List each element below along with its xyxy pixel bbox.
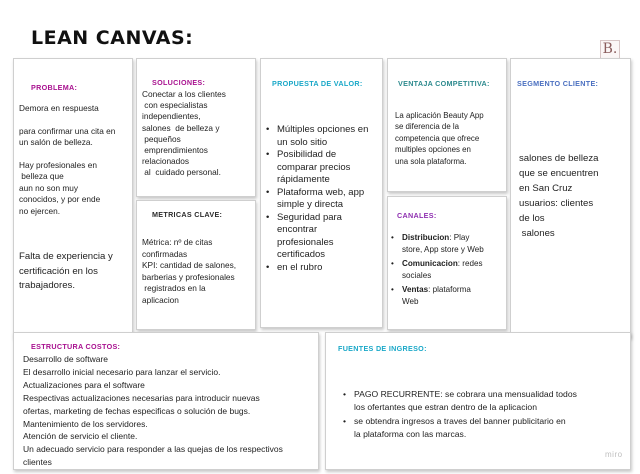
list-item-line: rápidamente [277,174,330,185]
channel-name: Ventas [402,285,429,295]
channel-detail: : Play [449,233,470,242]
channel-item [391,232,484,255]
estructura-heading: ESTRUCTURA COSTOS: [31,342,121,351]
ventaja-text [395,110,484,167]
list-item-line: simple y directa [277,199,343,210]
text-line: no ejercen. [19,205,61,216]
soluciones-heading: SOLUCIONES: [152,78,206,87]
text-line: que se encuentren [519,168,599,179]
text-line: Desarrollo de software [23,354,109,364]
text-line: se diferencia de la [395,122,460,132]
text-line: ofertas, marketing de fechas especificas o solución de bugs. [23,405,251,416]
list-item [266,149,368,187]
list-item [266,212,368,262]
text-line: pequeños [142,133,181,144]
channel-item [391,284,484,307]
text-line: usuarios: clientes [519,198,594,209]
channel-item [391,258,484,281]
canvas-title: LEAN CANVAS: [31,27,194,49]
fuentes-heading: FUENTES DE INGRESO: [338,344,427,353]
list-item [343,415,577,442]
estructura-text [23,353,283,469]
miro-watermark: miro [605,450,623,459]
ventaja-card[interactable] [387,58,507,192]
text-line: registrados en la [142,283,206,294]
list-item-line: los ofertantes que estran dentro de la aplicacion [354,402,537,413]
segmento-text [519,151,598,241]
text-line: al cuidado personal. [142,167,221,178]
text-line: Respectivas actualizaciones necesarias para introducir nuevas [23,392,260,403]
text-line: multiples opciones en [395,145,471,155]
text-line: salones de belleza y [142,122,220,133]
text-line: Demora en respuesta [19,103,99,113]
text-line: confirmadas [142,248,188,259]
problema-text [19,103,115,217]
canales-card[interactable] [387,196,507,330]
text-line: aun no son muy [19,182,79,193]
canales-list [391,232,484,311]
list-item-line: encontrar [277,224,318,235]
text-line: Métrica: nº de citas [142,237,213,247]
list-item-line: • Seguridad para [277,211,342,223]
text-line: de los [519,213,545,224]
list-item-line: • Plataforma web, app [277,186,365,198]
metricas-text [142,237,236,307]
list-item-line: comparar precios [277,161,351,173]
text-line: La aplicación Beauty App [395,111,484,120]
text-line: Conectar a los clientes [142,89,226,99]
text-line: salones de belleza [519,153,599,164]
list-item-line: certificados [277,249,326,260]
list-item-line: • Múltiples opciones en [277,124,369,135]
text-line: Falta de experiencia y [19,251,113,262]
channel-detail: Web [402,296,419,306]
text-line: KPI: cantidad de salones, [142,260,237,271]
list-item [266,262,368,275]
fuentes-list [343,388,577,442]
text-line: un salón de belleza. [19,137,93,148]
channel-detail: : redes [457,259,483,269]
text-line: Un adecuado servicio para responder a las quejas de los respectivos [23,444,283,455]
text-line: relacionados [142,156,190,167]
channel-detail: sociales [402,270,432,280]
estructura-card[interactable] [13,332,319,470]
text-line: barberias y profesionales [142,271,235,282]
soluciones-text [142,89,226,179]
text-line [19,114,115,125]
problema-text-2 [19,250,113,294]
text-line: belleza que [19,171,64,182]
problema-heading: PROBLEMA: [31,83,78,92]
list-item-line: profesionales [277,236,334,248]
channel-detail: store, App store y Web [402,244,484,254]
list-item [266,187,368,212]
text-line: Hay profesionales en [19,160,97,171]
list-item-line: • Posibilidad de [277,149,337,160]
text-line: competencia que ofrece [395,133,480,143]
segmento-card[interactable] [510,58,631,338]
segmento-heading: SEGMENTO CLIENTE: [517,79,599,88]
text-line: independientes, [142,111,201,122]
channel-name: Comunicacion [402,259,458,269]
ventaja-heading: VENTAJA COMPETITIVA: [398,79,490,88]
list-item [343,388,577,415]
propuesta-heading: PROPUESTA DE VALOR: [272,79,363,88]
problema-card[interactable] [13,58,133,338]
text-line: aplicacion [142,294,179,305]
channel-name: Distribucion [402,233,450,242]
text-line: con especialistas [142,100,208,111]
channel-detail: : plataforma [428,285,471,295]
text-line: trabajadores. [19,280,75,291]
list-item-line: la plataforma con las marcas. [354,429,467,440]
text-line: conocidos, y por ende [19,194,101,205]
text-line: en San Cruz [519,183,573,194]
soluciones-card[interactable] [136,58,256,197]
text-line: certificación en los [19,265,98,277]
text-line: Actualizaciones para el software [23,379,145,390]
list-item-line: • en el rubro [277,261,323,273]
canales-heading: CANALES: [397,211,437,220]
text-line: clientes [23,457,52,468]
text-line: Atención de servicio el cliente. [23,431,138,442]
list-item-line: • se obtendra ingresos a traves del banner publicitario en [354,415,566,426]
metricas-card[interactable] [136,200,256,330]
text-line: para confirmar una cita en [19,125,116,136]
logo-letter: B. [602,41,618,57]
text-line [19,149,115,160]
propuesta-card[interactable] [260,58,383,328]
text-line: una sola plataforma. [395,156,467,166]
text-line: salones [519,228,555,239]
text-line: emprendimientos [142,145,208,156]
text-line: Mantenimiento de los servidores. [23,418,148,429]
propuesta-list [266,124,368,274]
list-item [266,124,368,149]
text-line: El desarrollo inicial necesario para lanzar el servicio. [23,366,221,377]
fuentes-card[interactable] [325,332,631,470]
list-item-line: un solo sitio [277,136,328,148]
list-item-line: • PAGO RECURRENTE: se cobrara una mensualidad todos [354,389,577,399]
metricas-heading: METRICAS CLAVE: [152,210,223,219]
